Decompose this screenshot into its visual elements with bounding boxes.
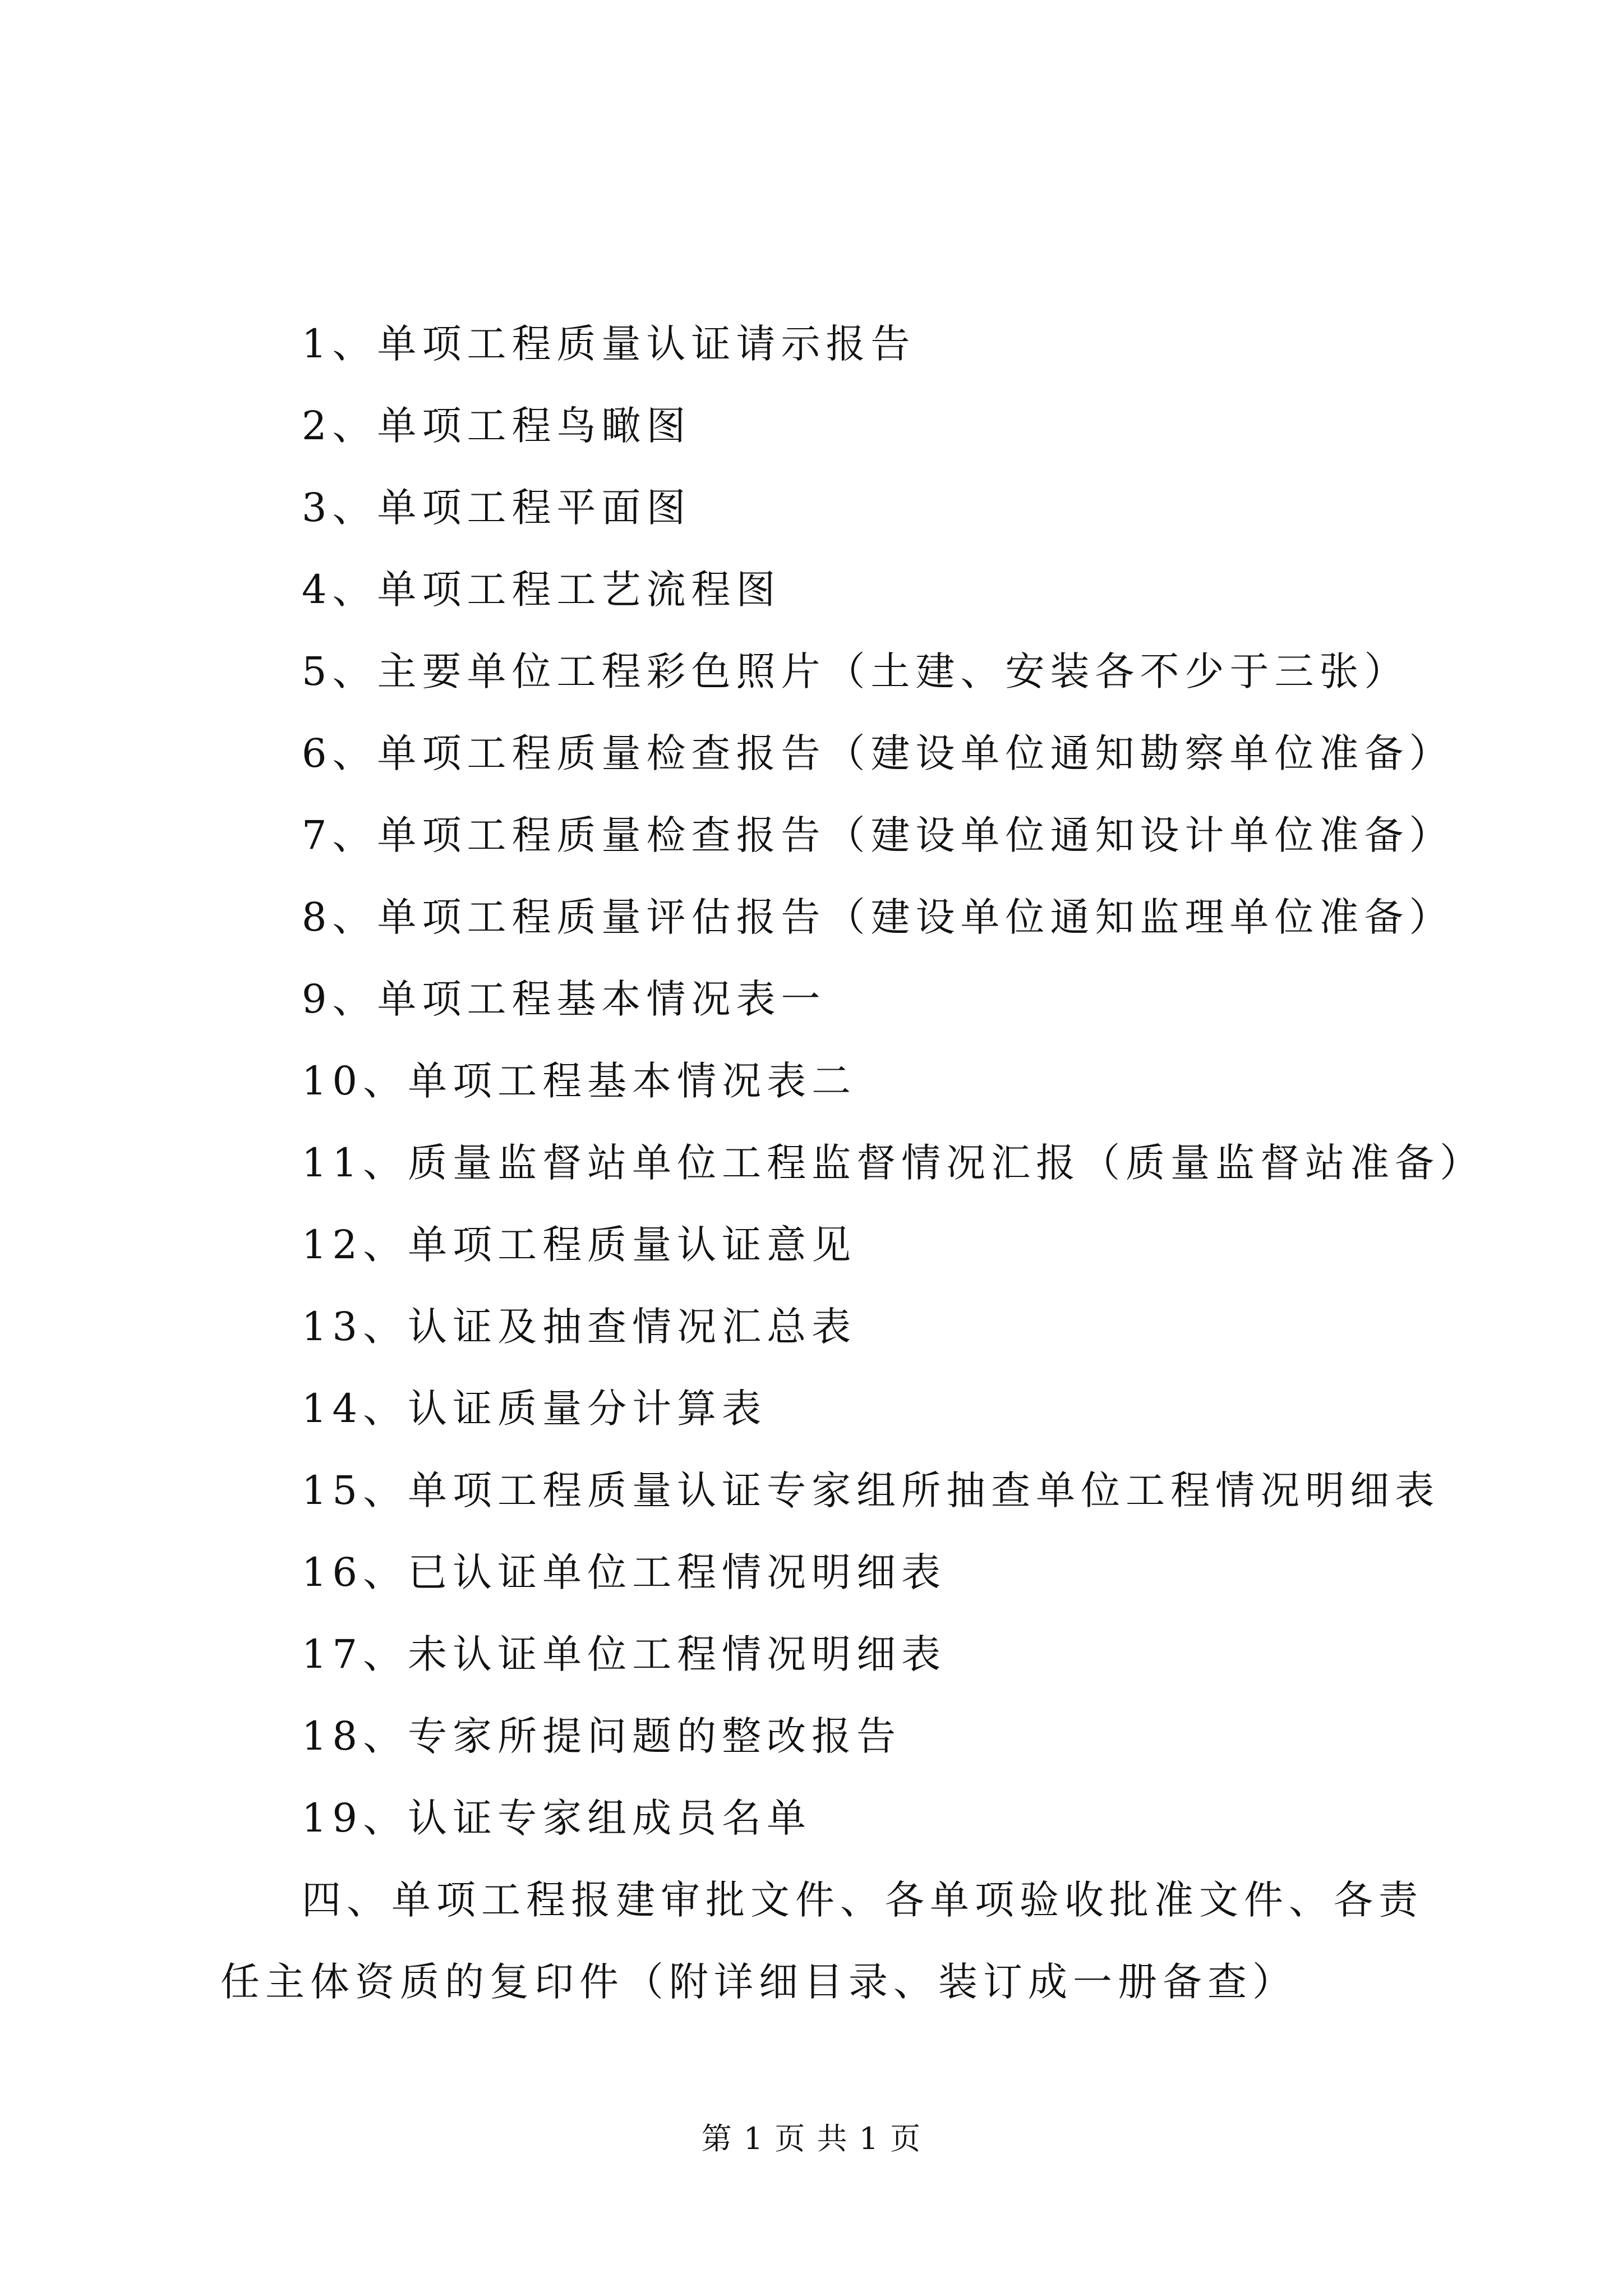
list-item: 10、单项工程基本情况表二 [302, 1058, 857, 1104]
list-item: 16、已认证单位工程情况明细表 [302, 1549, 947, 1595]
list-item: 2、单项工程鸟瞰图 [302, 403, 691, 449]
list-item: 15、单项工程质量认证专家组所抽查单位工程情况明细表 [302, 1467, 1440, 1513]
list-item: 13、认证及抽查情况汇总表 [302, 1304, 857, 1350]
list-item: 7、单项工程质量检查报告（建设单位通知设计单位准备） [302, 812, 1454, 858]
list-item: 17、未认证单位工程情况明细表 [302, 1631, 947, 1677]
list-item: 5、主要单位工程彩色照片（土建、安装各不少于三张） [302, 648, 1409, 694]
list-item: 8、单项工程质量评估报告（建设单位通知监理单位准备） [302, 894, 1454, 940]
list-item: 9、单项工程基本情况表一 [302, 976, 826, 1022]
section-paragraph: 四、单项工程报建审批文件、各单项验收批准文件、各责任主体资质的复印件（附详细目录、装订成一册备查） [220, 1877, 1423, 2005]
list-item: 4、单项工程工艺流程图 [302, 567, 781, 613]
list-item: 11、质量监督站单位工程监督情况汇报（质量监督站准备） [302, 1140, 1485, 1186]
list-item: 18、专家所提问题的整改报告 [302, 1713, 902, 1759]
list-item: 19、认证专家组成员名单 [302, 1795, 812, 1841]
page-footer: 第 1 页 共 1 页 [701, 2121, 922, 2156]
list-item: 3、单项工程平面图 [302, 485, 691, 531]
list-item: 12、单项工程质量认证意见 [302, 1222, 857, 1268]
list-item: 1、单项工程质量认证请示报告 [302, 321, 916, 367]
list-item: 6、单项工程质量检查报告（建设单位通知勘察单位准备） [302, 730, 1454, 776]
item-list [302, 303, 1564, 1859]
list-item: 14、认证质量分计算表 [302, 1386, 767, 1432]
